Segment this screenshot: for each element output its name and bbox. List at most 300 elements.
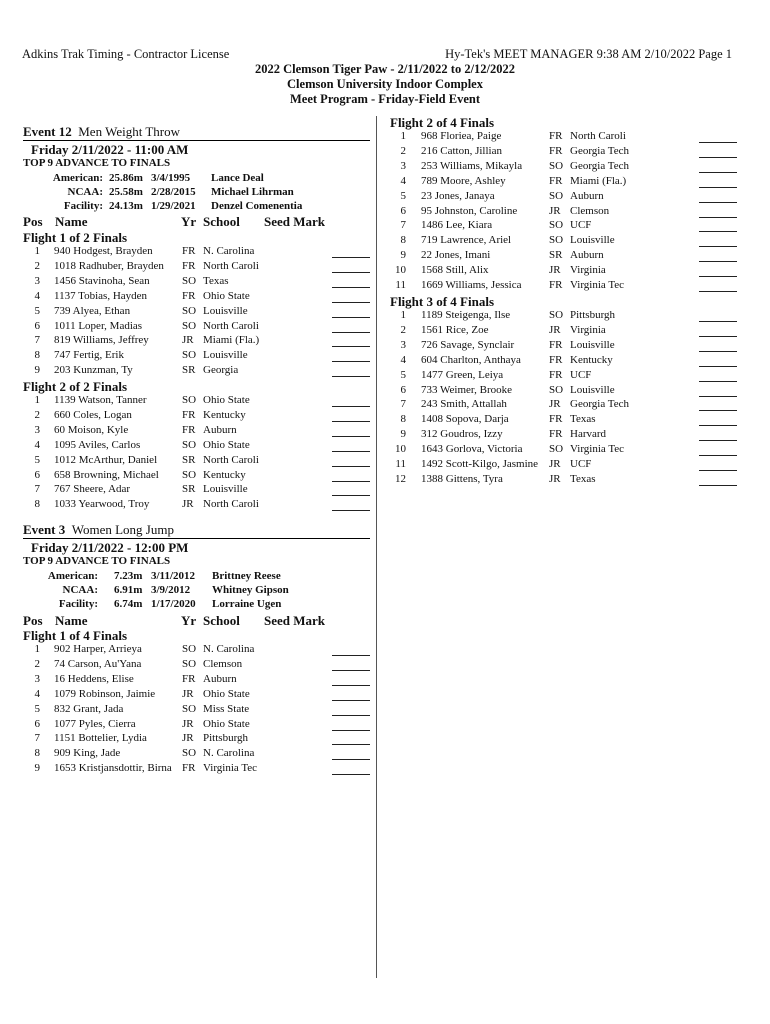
entry-year: SR	[182, 453, 196, 466]
seed-mark-blank	[332, 245, 370, 258]
entry-school: North Caroli	[203, 453, 259, 466]
entry-year: FR	[549, 428, 563, 441]
entry-pos: 3	[400, 159, 406, 172]
entry-row	[23, 688, 370, 703]
record-mark: 7.23m	[114, 570, 143, 582]
entry-row	[23, 394, 370, 409]
entry-school: Miami (Fla.)	[570, 174, 627, 187]
entry-school: North Caroli	[203, 498, 259, 511]
entry-school: Ohio State	[203, 717, 250, 730]
seed-mark-blank	[699, 309, 737, 322]
record-mark: 25.58m	[109, 186, 143, 198]
entry-school: Virginia Tec	[203, 762, 258, 775]
entry-pos: 2	[34, 259, 40, 272]
entry-pos: 2	[400, 323, 406, 336]
meet-program-title: Meet Program - Friday-Field Event	[290, 92, 480, 106]
seed-mark-blank	[699, 219, 737, 232]
entry-name: 739 Alyea, Ethan	[54, 304, 131, 317]
entry-pos: 4	[34, 438, 40, 451]
event-3-record-american	[23, 570, 363, 584]
entry-name: 726 Savage, Synclair	[421, 338, 515, 351]
seed-mark-blank	[332, 718, 370, 731]
col-pos: Pos	[23, 214, 43, 229]
entry-pos: 4	[400, 174, 406, 187]
record-mark: 25.86m	[109, 172, 143, 184]
seed-mark-blank	[699, 413, 737, 426]
entry-school: Louisville	[203, 304, 248, 317]
entry-name: 604 Charlton, Anthaya	[421, 353, 521, 366]
entry-name: 940 Hodgest, Brayden	[54, 245, 153, 257]
entry-pos: 5	[34, 453, 40, 466]
record-mark: 6.74m	[114, 598, 143, 610]
entry-row	[23, 349, 370, 364]
entry-pos: 8	[34, 498, 40, 511]
seed-mark-blank	[332, 320, 370, 333]
seed-mark-blank	[332, 424, 370, 437]
entry-pos: 3	[34, 423, 40, 436]
entry-pos: 7	[34, 334, 40, 347]
entry-pos: 2	[34, 408, 40, 421]
seed-mark-blank	[332, 260, 370, 273]
entry-pos: 3	[34, 274, 40, 287]
entry-pos: 11	[395, 279, 406, 291]
entry-row	[23, 718, 370, 733]
entry-pos: 1	[34, 245, 40, 257]
entry-year: JR	[182, 334, 194, 347]
entry-school: Ohio State	[203, 438, 250, 451]
entry-name: 1561 Rice, Zoe	[421, 323, 489, 336]
entry-school: UCF	[570, 458, 592, 470]
entry-year: SO	[182, 319, 197, 332]
flight-header: Flight 3 of 4 Finals	[390, 294, 495, 309]
entry-year: SO	[182, 643, 197, 655]
entry-year: FR	[549, 368, 563, 381]
entry-pos: 7	[34, 732, 40, 745]
event-3-record-facility	[23, 598, 363, 612]
entry-row	[390, 190, 737, 205]
entry-row	[390, 428, 737, 443]
seed-mark-blank	[699, 369, 737, 382]
entry-row	[390, 384, 737, 399]
entry-pos: 5	[34, 702, 40, 715]
entry-year: FR	[182, 423, 196, 436]
entry-year: SO	[549, 159, 564, 172]
entry-school: Louisville	[203, 349, 248, 362]
entry-pos: 1	[34, 394, 40, 406]
entry-year: FR	[549, 144, 563, 157]
entry-year: JR	[549, 323, 561, 336]
entry-year: SR	[182, 483, 196, 496]
entry-row	[390, 219, 737, 234]
entry-pos: 7	[34, 483, 40, 496]
entry-school: Virginia Tec	[570, 443, 625, 456]
record-label: NCAA:	[67, 186, 103, 198]
entry-row	[390, 264, 737, 279]
entry-pos: 8	[34, 349, 40, 362]
entry-year: FR	[549, 130, 563, 142]
entry-year: JR	[549, 458, 561, 470]
flight-header: Flight 2 of 2 Finals	[23, 379, 128, 394]
seed-mark-blank	[699, 234, 737, 247]
entry-name: 1139 Watson, Tanner	[54, 394, 147, 406]
entry-school: Virginia	[570, 264, 606, 277]
entry-year: FR	[182, 289, 196, 302]
seed-mark-blank	[332, 732, 370, 745]
entry-row	[23, 320, 370, 335]
entry-school: Texas	[203, 274, 229, 287]
entry-row	[390, 324, 737, 339]
entry-pos: 2	[400, 144, 406, 157]
record-mark: 24.13m	[109, 200, 143, 212]
entry-year: SO	[182, 438, 197, 451]
entry-name: 909 King, Jade	[54, 747, 121, 760]
entry-school: Clemson	[570, 204, 610, 217]
entry-pos: 9	[400, 428, 406, 441]
seed-mark-blank	[699, 190, 737, 203]
entry-name: 1018 Radhuber, Brayden	[54, 259, 164, 272]
entry-row	[23, 260, 370, 275]
entry-year: SO	[549, 383, 564, 396]
entry-name: 832 Grant, Jada	[54, 702, 124, 715]
col-school: School	[203, 214, 240, 229]
entry-pos: 4	[34, 289, 40, 302]
entry-name: 968 Floriea, Paige	[421, 130, 502, 142]
entry-year: SO	[182, 468, 197, 481]
entry-year: FR	[182, 762, 196, 775]
entry-row	[23, 305, 370, 320]
seed-mark-blank	[699, 398, 737, 411]
entry-pos: 5	[34, 304, 40, 317]
seed-mark-blank	[332, 349, 370, 362]
header-left: Adkins Trak Timing - Contractor License	[22, 47, 230, 61]
entry-name: 1011 Loper, Madias	[54, 319, 143, 332]
entry-school: Auburn	[203, 423, 237, 436]
col-seed: Seed Mark	[264, 613, 326, 628]
entry-row	[390, 205, 737, 220]
entry-name: 1486 Lee, Kiara	[421, 219, 493, 232]
entry-year: JR	[549, 472, 561, 485]
entry-year: SO	[182, 304, 197, 317]
seed-mark-blank	[332, 673, 370, 686]
entry-name: 216 Catton, Jillian	[421, 144, 502, 157]
entry-year: SO	[182, 747, 197, 760]
seed-mark-blank	[332, 275, 370, 288]
seed-mark-blank	[332, 305, 370, 318]
entry-pos: 4	[400, 353, 406, 366]
entry-name: 1137 Tobias, Hayden	[54, 289, 148, 302]
entry-row	[23, 409, 370, 424]
record-label: NCAA:	[62, 584, 98, 596]
entry-year: FR	[182, 408, 196, 421]
entry-row	[390, 309, 737, 324]
entry-year: JR	[182, 717, 194, 730]
entry-name: 1643 Gorlova, Victoria	[421, 443, 523, 456]
entry-row	[390, 458, 737, 473]
entry-year: JR	[182, 732, 194, 745]
entry-year: SR	[182, 364, 196, 377]
entry-row	[390, 279, 737, 294]
col-pos: Pos	[23, 613, 43, 628]
entry-year: JR	[182, 498, 194, 511]
entry-school: Virginia	[570, 323, 606, 336]
entry-school: North Caroli	[203, 259, 259, 272]
entry-year: FR	[182, 259, 196, 272]
entry-pos: 1	[34, 643, 40, 655]
seed-mark-blank	[332, 439, 370, 452]
flight-header: Flight 1 of 2 Finals	[23, 230, 128, 245]
record-holder: Denzel Comenentia	[211, 200, 303, 212]
entry-school: Miami (Fla.)	[203, 334, 260, 347]
entry-row	[23, 658, 370, 673]
header-right: Hy-Tek's MEET MANAGER 9:38 AM 2/10/2022 Page 1	[445, 47, 732, 61]
entry-year: JR	[182, 687, 194, 700]
entry-school: UCF	[570, 219, 592, 232]
entry-name: 660 Coles, Logan	[54, 408, 132, 421]
entry-name: 819 Williams, Jeffrey	[54, 334, 149, 347]
entry-pos: 12	[395, 472, 406, 485]
col-name: Name	[55, 613, 88, 628]
entry-year: SO	[182, 274, 197, 287]
entry-row	[390, 160, 737, 175]
entry-name: 767 Sheere, Adar	[54, 483, 131, 496]
entry-school: Auburn	[570, 189, 604, 202]
entry-pos: 3	[400, 338, 406, 351]
entry-row	[390, 249, 737, 264]
entry-row	[23, 334, 370, 349]
seed-mark-blank	[699, 160, 737, 173]
entry-row	[390, 354, 737, 369]
entry-name: 22 Jones, Imani	[421, 249, 491, 262]
entry-school: Ohio State	[203, 289, 250, 302]
entry-row	[23, 424, 370, 439]
event-12-record-facility	[23, 200, 363, 214]
entry-school: Georgia	[203, 364, 239, 377]
entry-school: North Caroli	[570, 130, 626, 142]
entry-row	[23, 275, 370, 290]
entry-school: Texas	[570, 413, 596, 426]
entry-name: 203 Kunzman, Ty	[54, 364, 133, 377]
col-yr: Yr	[181, 214, 197, 229]
entry-name: 902 Harper, Arrieya	[54, 643, 142, 655]
entry-school: Ohio State	[203, 394, 250, 406]
entry-school: Auburn	[570, 249, 604, 262]
entry-school: Louisville	[570, 383, 615, 396]
record-date: 3/4/1995	[151, 172, 191, 184]
entry-row	[23, 673, 370, 688]
entry-pos: 3	[34, 672, 40, 685]
entry-name: 1669 Williams, Jessica	[421, 279, 522, 291]
entry-pos: 6	[34, 319, 40, 332]
seed-mark-blank	[332, 498, 370, 511]
entry-row	[390, 175, 737, 190]
entry-pos: 9	[400, 249, 406, 262]
event-12-record-ncaa	[23, 186, 363, 200]
seed-mark-blank	[699, 473, 737, 486]
entry-name: 1477 Green, Leiya	[421, 368, 504, 381]
entry-school: Ohio State	[203, 687, 250, 700]
entry-pos: 11	[395, 458, 406, 470]
entry-row	[390, 443, 737, 458]
entry-name: 1151 Bottelier, Lydia	[54, 732, 147, 745]
entry-school: Louisville	[570, 234, 615, 247]
seed-mark-blank	[699, 205, 737, 218]
event-3-column-header	[23, 613, 368, 629]
seed-mark-blank	[699, 458, 737, 471]
entry-pos: 1	[400, 130, 406, 142]
seed-mark-blank	[332, 762, 370, 775]
entry-year: JR	[549, 204, 561, 217]
col-seed: Seed Mark	[264, 214, 326, 229]
entry-name: 23 Jones, Janaya	[421, 189, 495, 202]
event-3-datetime: Friday 2/11/2022 - 12:00 PM	[31, 540, 189, 555]
col-school: School	[203, 613, 240, 628]
event-3-label: Event 3	[23, 522, 66, 537]
entry-row	[23, 364, 370, 379]
event-12-rule	[23, 140, 370, 141]
entry-school: North Caroli	[203, 319, 259, 332]
seed-mark-blank	[332, 747, 370, 760]
entry-name: 253 Williams, Mikayla	[421, 159, 523, 172]
entry-name: 1033 Yearwood, Troy	[54, 498, 150, 511]
entry-name: 789 Moore, Ashley	[421, 174, 506, 187]
seed-mark-blank	[332, 469, 370, 482]
entry-pos: 10	[395, 443, 406, 456]
seed-mark-blank	[332, 454, 370, 467]
entry-year: SO	[182, 657, 197, 670]
seed-mark-blank	[332, 688, 370, 701]
entry-row	[23, 483, 370, 498]
meet-title: 2022 Clemson Tiger Paw - 2/11/2022 to 2/12/2022	[254, 62, 516, 76]
record-holder: Lance Deal	[211, 172, 264, 184]
entry-school: Pittsburgh	[570, 309, 616, 321]
record-holder: Brittney Reese	[212, 570, 281, 582]
entry-name: 60 Moison, Kyle	[54, 423, 129, 436]
seed-mark-blank	[699, 384, 737, 397]
entry-year: SO	[549, 234, 564, 247]
entry-row	[390, 234, 737, 249]
seed-mark-blank	[699, 339, 737, 352]
entry-pos: 5	[400, 189, 406, 202]
seed-mark-blank	[332, 364, 370, 377]
entry-school: Pittsburgh	[203, 732, 249, 745]
entry-pos: 5	[400, 368, 406, 381]
entry-name: 1408 Sopova, Darja	[421, 413, 509, 426]
seed-mark-blank	[332, 658, 370, 671]
entry-pos: 2	[34, 657, 40, 670]
entry-row	[390, 369, 737, 384]
entry-pos: 8	[34, 747, 40, 760]
seed-mark-blank	[699, 324, 737, 337]
seed-mark-blank	[332, 409, 370, 422]
entry-school: Kentucky	[203, 468, 246, 481]
entry-row	[23, 703, 370, 718]
entry-name: 95 Johnston, Caroline	[421, 204, 518, 217]
entry-pos: 6	[400, 383, 406, 396]
seed-mark-blank	[332, 643, 370, 656]
entry-name: 1653 Kristjansdottir, Birna	[54, 762, 172, 775]
entry-school: Auburn	[203, 672, 237, 685]
entry-school: Kentucky	[570, 353, 613, 366]
entry-school: Harvard	[570, 428, 607, 441]
entry-school: Georgia Tech	[570, 159, 629, 172]
entry-row	[23, 439, 370, 454]
entry-row	[23, 732, 370, 747]
entry-year: SO	[549, 219, 564, 232]
entry-school: N. Carolina	[203, 245, 255, 257]
entry-pos: 4	[34, 687, 40, 700]
entry-school: Georgia Tech	[570, 398, 629, 411]
event-3-name: Women Long Jump	[71, 522, 174, 537]
seed-mark-blank	[699, 428, 737, 441]
event-3-rule	[23, 538, 370, 539]
entry-year: FR	[549, 413, 563, 426]
record-label: American:	[47, 570, 98, 582]
entry-row	[23, 762, 370, 777]
event-12-datetime: Friday 2/11/2022 - 11:00 AM	[31, 142, 189, 157]
entry-name: 1012 McArthur, Daniel	[54, 453, 158, 466]
entry-year: SO	[182, 349, 197, 362]
record-label: Facility:	[58, 598, 98, 610]
entry-year: FR	[549, 353, 563, 366]
col-name: Name	[55, 214, 88, 229]
event-12-label: Event 12	[23, 124, 72, 139]
entry-pos: 6	[34, 717, 40, 730]
entry-school: Virginia Tec	[570, 279, 625, 291]
entry-pos: 1	[400, 309, 406, 321]
record-mark: 6.91m	[114, 584, 143, 596]
seed-mark-blank	[332, 334, 370, 347]
seed-mark-blank	[699, 145, 737, 158]
entry-row	[23, 747, 370, 762]
event-3-title	[23, 522, 174, 538]
entry-row	[390, 398, 737, 413]
seed-mark-blank	[699, 130, 737, 143]
entry-row	[23, 454, 370, 469]
entry-name: 733 Weimer, Brooke	[421, 383, 513, 396]
entry-year: FR	[549, 279, 563, 291]
entry-year: SR	[549, 249, 563, 262]
event-12-record-american	[23, 172, 363, 186]
entry-row	[390, 145, 737, 160]
entry-year: SO	[549, 189, 564, 202]
entry-pos: 7	[400, 398, 406, 411]
entry-name: 74 Carson, Au'Yana	[54, 657, 142, 670]
entry-school: Louisville	[203, 483, 248, 496]
entry-name: 747 Fertig, Erik	[54, 349, 124, 362]
entry-row	[390, 130, 737, 145]
entry-year: JR	[549, 398, 561, 411]
seed-mark-blank	[332, 483, 370, 496]
entry-row	[23, 643, 370, 658]
seed-mark-blank	[699, 354, 737, 367]
entry-row	[23, 290, 370, 305]
seed-mark-blank	[699, 443, 737, 456]
event-12-column-header	[23, 214, 368, 230]
event-12-name: Men Weight Throw	[78, 124, 180, 139]
entry-year: SO	[549, 443, 564, 456]
record-date: 3/9/2012	[151, 584, 191, 596]
entry-pos: 6	[34, 468, 40, 481]
entry-year: FR	[549, 338, 563, 351]
record-date: 1/17/2020	[151, 598, 196, 610]
entry-school: Kentucky	[203, 408, 246, 421]
event-3-advance: TOP 9 ADVANCE TO FINALS	[23, 555, 171, 567]
entry-name: 1095 Aviles, Carlos	[54, 438, 141, 451]
entry-name: 1189 Steigenga, Ilse	[421, 309, 511, 321]
entry-name: 719 Lawrence, Ariel	[421, 234, 512, 247]
entry-row	[23, 245, 370, 260]
meet-venue: Clemson University Indoor Complex	[287, 77, 483, 91]
